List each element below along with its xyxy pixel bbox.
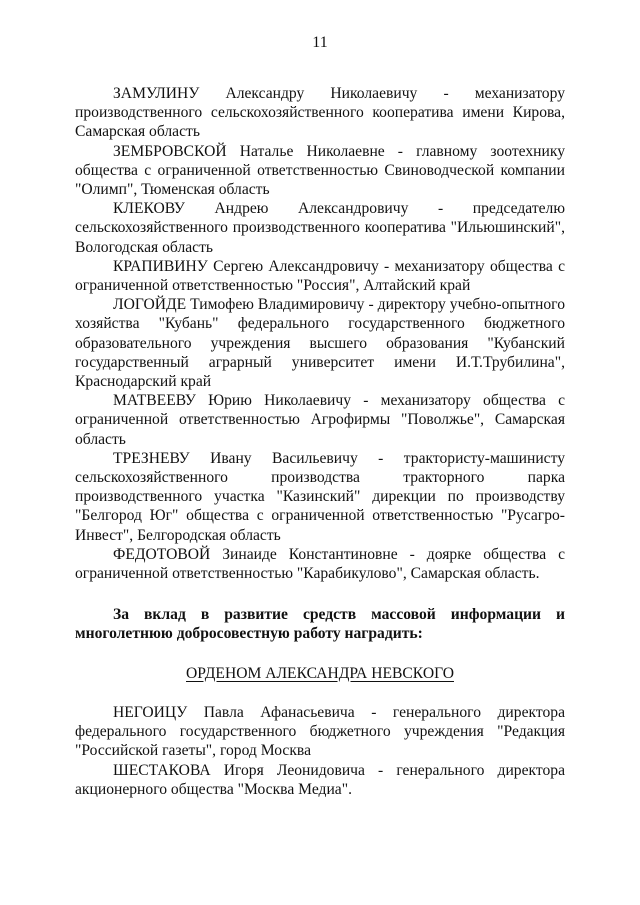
- section-spacer: [75, 644, 565, 664]
- award-entry-zembrovskaya: ЗЕМБРОВСКОЙ Наталье Николаевне - главному зоотехнику общества с ограниченной ответственностью Свиноводческой компании "Олимп", Тюменская область: [75, 142, 565, 199]
- award-title: ОРДЕНОМ АЛЕКСАНДРА НЕВСКОГО: [186, 664, 454, 682]
- section-heading: За вклад в развитие средств массовой информации и многолетнюю добросовестную работу наградить:: [75, 606, 565, 643]
- award-entry-fedotova: ФЕДОТОВОЙ Зинаиде Константиновне - доярке общества с ограниченной ответственностью "Карабикулово", Самарская область.: [75, 545, 565, 583]
- award-entry-klekov: КЛЕКОВУ Андрею Александровичу - председателю сельскохозяйственного производственного кооператива "Ильюшинский", Вологодская область: [75, 200, 565, 256]
- award-entry-zamulin: ЗАМУЛИНУ Александру Николаевичу - механизатору производственного сельскохозяйственного кооператива имени Кирова, Самарская область: [75, 85, 565, 141]
- award-entry-negoitsa: НЕГОИЦУ Павла Афанасьевича - генерального директора федерального государственного бюджетного учреждения "Редакция "Российской газеты", город Москва: [75, 703, 565, 760]
- section-spacer: [75, 683, 565, 703]
- document-body: [75, 84, 565, 799]
- award-entry-logoyda: ЛОГОЙДЕ Тимофею Владимировичу - директору учебно-опытного хозяйства "Кубань" федерального государственного бюджетного образовательного учреждения высшего образования "Кубанский государственный аграрный университет имени И.Т.Трубилина", Краснодарский край: [75, 296, 565, 391]
- award-entry-krapivin: КРАПИВИНУ Сергею Александровичу - механизатору общества с ограниченной ответственностью "Россия", Алтайский край: [75, 257, 565, 295]
- section-spacer: [75, 583, 565, 605]
- award-entry-shestakov: ШЕСТАКОВА Игоря Леонидовича - генерального директора акционерного общества "Москва Медиа".: [75, 761, 565, 798]
- award-entry-matveev: МАТВЕЕВУ Юрию Николаевичу - механизатору общества с ограниченной ответственностью Агрофирмы "Поволжье", Самарская область: [75, 392, 565, 448]
- award-entry-treznev: ТРЕЗНЕВУ Ивану Васильевичу - трактористу-машинисту сельскохозяйственного производства тракторного парка производственного участка "Казинский" дирекции по производству "Белгород Юг" общества с ограниченной ответственностью "Русагро-Инвест", Белгородская область: [75, 449, 565, 544]
- page-number: 11: [312, 34, 328, 51]
